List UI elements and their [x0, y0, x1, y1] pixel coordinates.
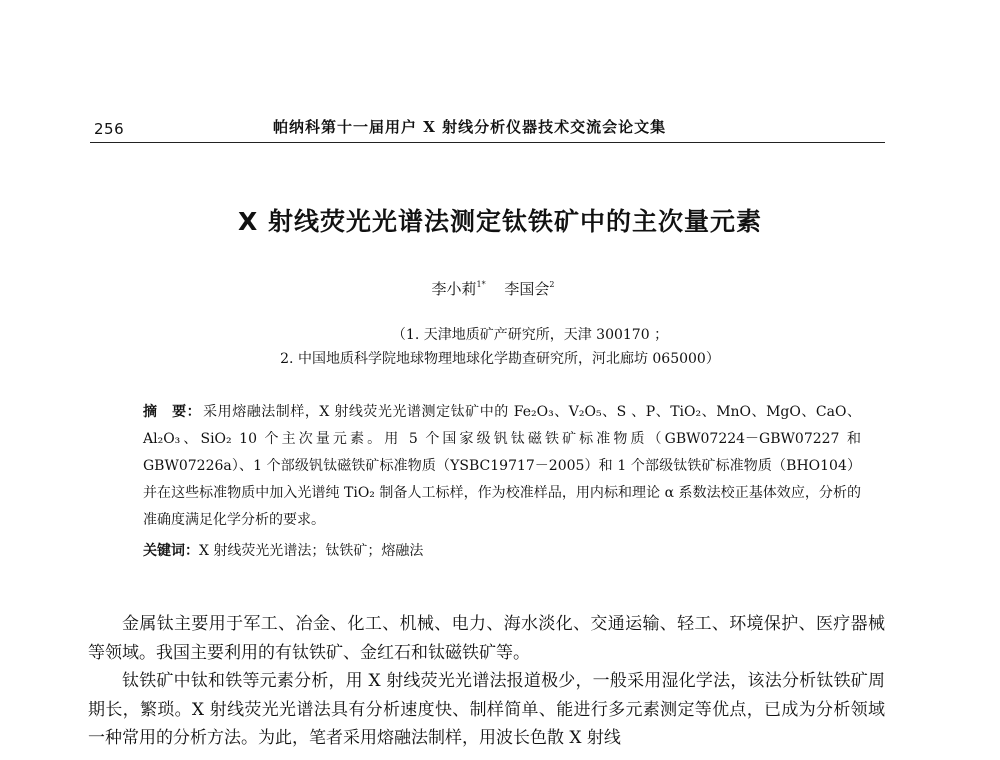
author-affiliation-mark: 2 — [549, 280, 555, 289]
keywords-text: X 射线荧光光谱法；钛铁矿；熔融法 — [199, 543, 424, 559]
abstract-label: 摘 要： — [143, 404, 202, 420]
author-affiliation-mark: 1* — [476, 280, 486, 289]
author-name: 李小莉 — [431, 280, 477, 298]
author-list — [0, 278, 1000, 299]
author — [504, 278, 554, 299]
body-paragraph: 钛铁矿中钛和铁等元素分析，用 X 射线荧光光谱法报道极少，一般采用湿化学法，该法分析钛铁矿周期长，繁琐。X 射线荧光光谱法具有分析速度快、制样简单、能进行多元素测定等优点，已成为分析领域一种常用的分析方法。为此，笔者采用熔融法制样，用波长色散 X 射线 — [88, 671, 885, 748]
abstract-paragraph — [143, 399, 861, 534]
abstract — [143, 399, 861, 534]
keywords — [143, 540, 861, 560]
page-number: 256 — [94, 120, 125, 138]
affiliation-2: 2. 中国地质科学院地球物理地球化学勘查研究所，河北廊坊 065000） — [280, 351, 720, 367]
paper-title: X 射线荧光光谱法测定钛铁矿中的主次量元素 — [238, 207, 762, 236]
author-name: 李国会 — [504, 280, 550, 298]
header-rule — [90, 142, 885, 143]
author — [432, 278, 486, 299]
affiliation-1: （1. 天津地质矿产研究所，天津 300170 ； — [391, 327, 669, 343]
journal-title: 帕纳科第十一届用户 X 射线分析仪器技术交流会论文集 — [273, 118, 667, 136]
abstract-text: 采用熔融法制样，X 射线荧光光谱测定钛矿中的 Fe₂O₃、V₂O₅、S 、P、TiO₂、MnO、MgO、CaO、Al₂O₃、SiO₂ 10 个主次量元素。用 5 个国家级钒钛磁铁矿标准物质（GBW07224－GBW07227 和 GBW07226a）、1 个部级钒钛磁铁矿标准物质（YSBC19717－2005）和 1 个部级钛铁矿标准物质（BHO104）并在这些标准物质中加入光谱纯 TiO₂ 制备人工标样，作为校准样品，用内标和理论 α 系数法校正基体效应，分析的准确度满足化学分析的要求。 — [143, 404, 862, 528]
body-paragraph: 金属钛主要用于军工、冶金、化工、机械、电力、海水淡化、交通运输、轻工、环境保护、医疗器械等领域。我国主要利用的有钛铁矿、金红石和钛磁铁矿等。 — [88, 614, 885, 663]
keywords-label: 关键词： — [143, 543, 199, 559]
body-text — [88, 610, 885, 753]
running-header — [90, 116, 885, 142]
